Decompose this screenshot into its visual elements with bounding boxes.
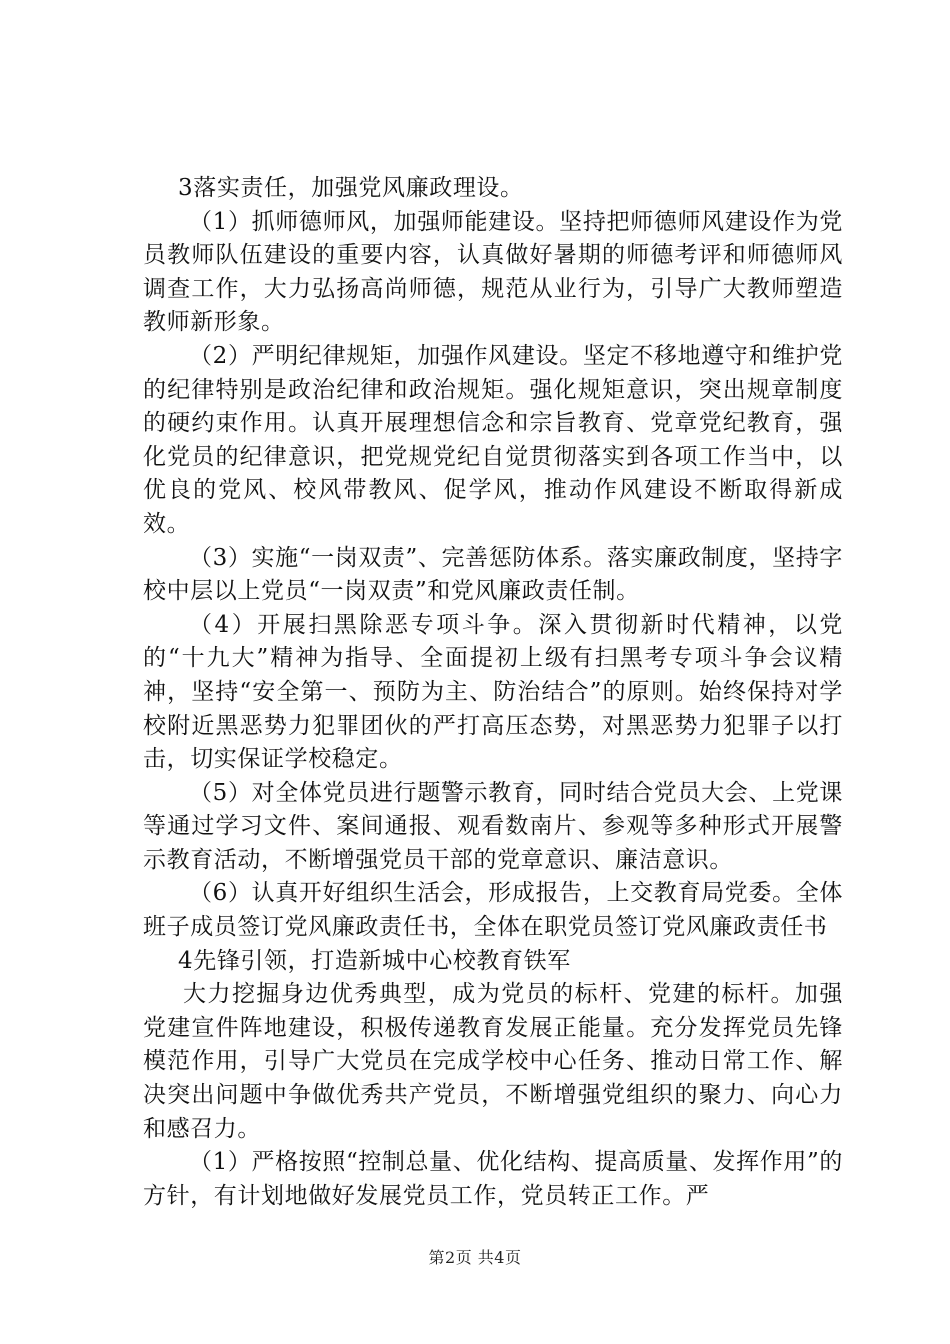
paragraph: （5）对全体党员进行题警示教育，同时结合党员大会、上党课等通过学习文件、案间通报、观看数南片、参观等多种形式开展警示教育活动，不断增强党员干部的党章意识、廉洁意识。 (143, 779, 843, 873)
paragraph: （6）认真开好组织生活会，形成报告，上交教育局党委。全体班子成员签订党风廉政责任书，全体在职党员签订党风廉政责任书 (143, 880, 843, 941)
paragraph: （1）严格按照“控制总量、优化结构、提高质量、发挥作用”的方针，有计划地做好发展党员工作，党员转正工作。严 (143, 1149, 843, 1209)
paragraph: （3）实施“一岗双责”、完善惩防体系。落实廉政制度，坚持字校中层以上党员“一岗双责”和党风廉政责任制。 (143, 544, 843, 605)
paragraph: （4）开展扫黑除恶专项斗争。深入贯彻新时代精神，以党的“十九大”精神为指导、全面提初上级有扫黑考专项斗争会议精神，坚持“安全第一、预防为主、防治结合”的原则。始终保持对学校附近黑恶势力犯罪团伙的严打高压态势，对黑恶势力犯罪子以打击，切实保证学校稳定。 (143, 611, 843, 773)
paragraph: （2）严明纪律规矩，加强作风建设。坚定不移地遵守和维护党的纪律特别是政治纪律和政治规矩。强化规矩意识，突出规章制度的硬约束作用。认真开展理想信念和宗旨教育、党章党纪教育，强化党员的纪律意识，把党规党纪自觉贯彻落实到各项工作当中，以优良的党风、校风带教风、促学风，推动作风建设不断取得新成效。 (143, 342, 843, 537)
paragraph: 大力挖掘身边优秀典型，成为党员的标杆、党建的标杆。加强党建宣件阵地建设，积极传递教育发展正能量。充分发挥党员先锋模范作用，引导广大党员在完成学校中心任务、推动日常工作、解决突出问题中争做优秀共产党员，不断增强党组织的聚力、向心力和感召力。 (143, 981, 843, 1142)
section-heading-3: 3落实责任，加强党风廉政理设。 (178, 175, 524, 201)
paragraph: （1）抓师德师风，加强师能建设。坚持把师德师风建设作为党员教师队伍建设的重要内容，认真做好暑期的师德考评和师德师风调查工作，大力弘扬高尚师德，规范从业行为，引导广大教师塑造教师新形象。 (143, 208, 843, 336)
page-number-footer: 第2页 共4页 (428, 1248, 522, 1267)
document-body (143, 172, 843, 1213)
section-heading-4: 4先锋引领，打造新城中心校教育铁军 (178, 947, 571, 974)
